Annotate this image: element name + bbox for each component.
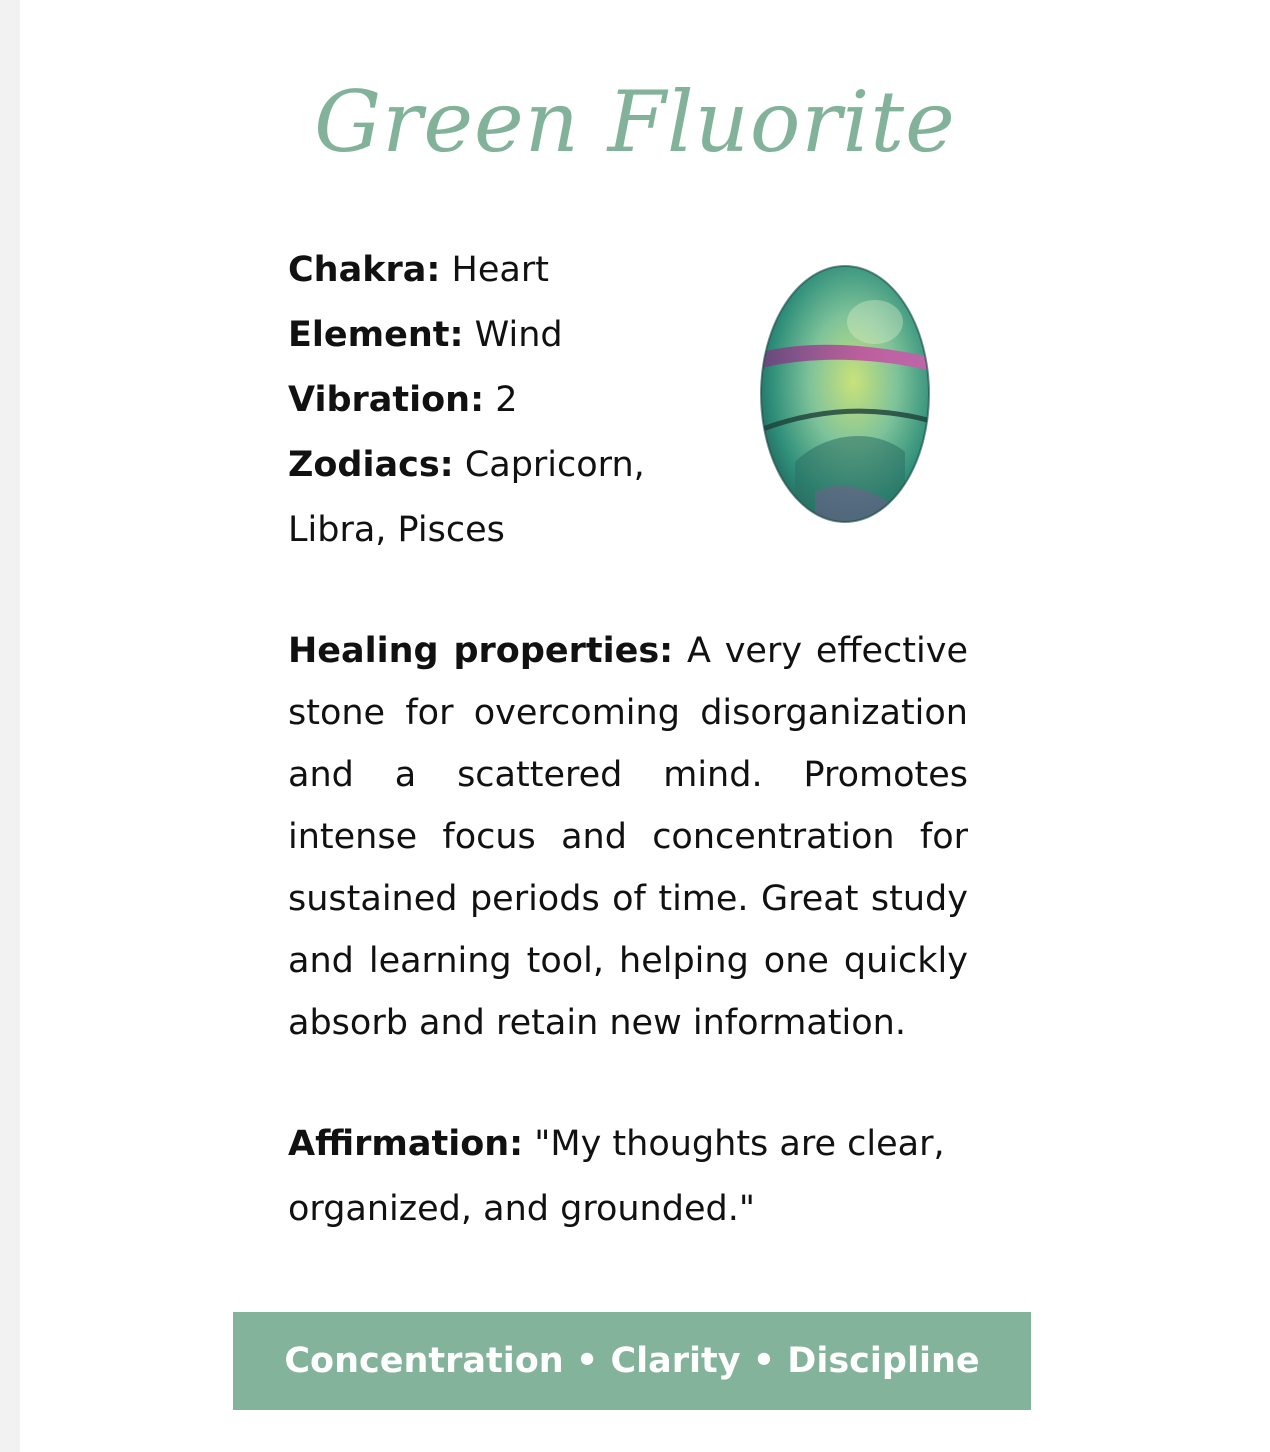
vibration-value: 2 <box>495 380 518 420</box>
page-left-margin <box>0 0 20 1452</box>
vibration-label: Vibration: <box>288 380 485 420</box>
fluorite-stone-icon <box>755 262 935 527</box>
zodiacs-row <box>288 433 668 563</box>
chakra-row <box>288 238 668 303</box>
affirmation-label: Affirmation: <box>288 1124 524 1164</box>
chakra-value: Heart <box>451 250 549 290</box>
zodiacs-value: Capricorn, Libra, Pisces <box>288 445 645 550</box>
element-row <box>288 303 668 368</box>
healing-label: Healing properties: <box>288 631 674 671</box>
crystal-title: Green Fluorite <box>314 73 956 171</box>
keywords-banner: Concentration • Clarity • Discipline <box>233 1312 1031 1410</box>
healing-properties <box>288 620 968 1054</box>
vibration-row <box>288 368 668 433</box>
zodiacs-label: Zodiacs: <box>288 445 454 485</box>
element-label: Element: <box>288 315 464 355</box>
crystal-properties <box>288 238 668 563</box>
element-value: Wind <box>474 315 563 355</box>
healing-text: A very effective stone for overcoming disorganization and a scattered mind. Promotes intense focus and concentration for sustained periods of time. Great study and learning tool, helping one quickly absorb and retain new information. <box>288 631 968 1043</box>
affirmation-text: "My thoughts are clear, organized, and grounded." <box>288 1124 945 1229</box>
affirmation <box>288 1112 968 1242</box>
chakra-label: Chakra: <box>288 250 441 290</box>
